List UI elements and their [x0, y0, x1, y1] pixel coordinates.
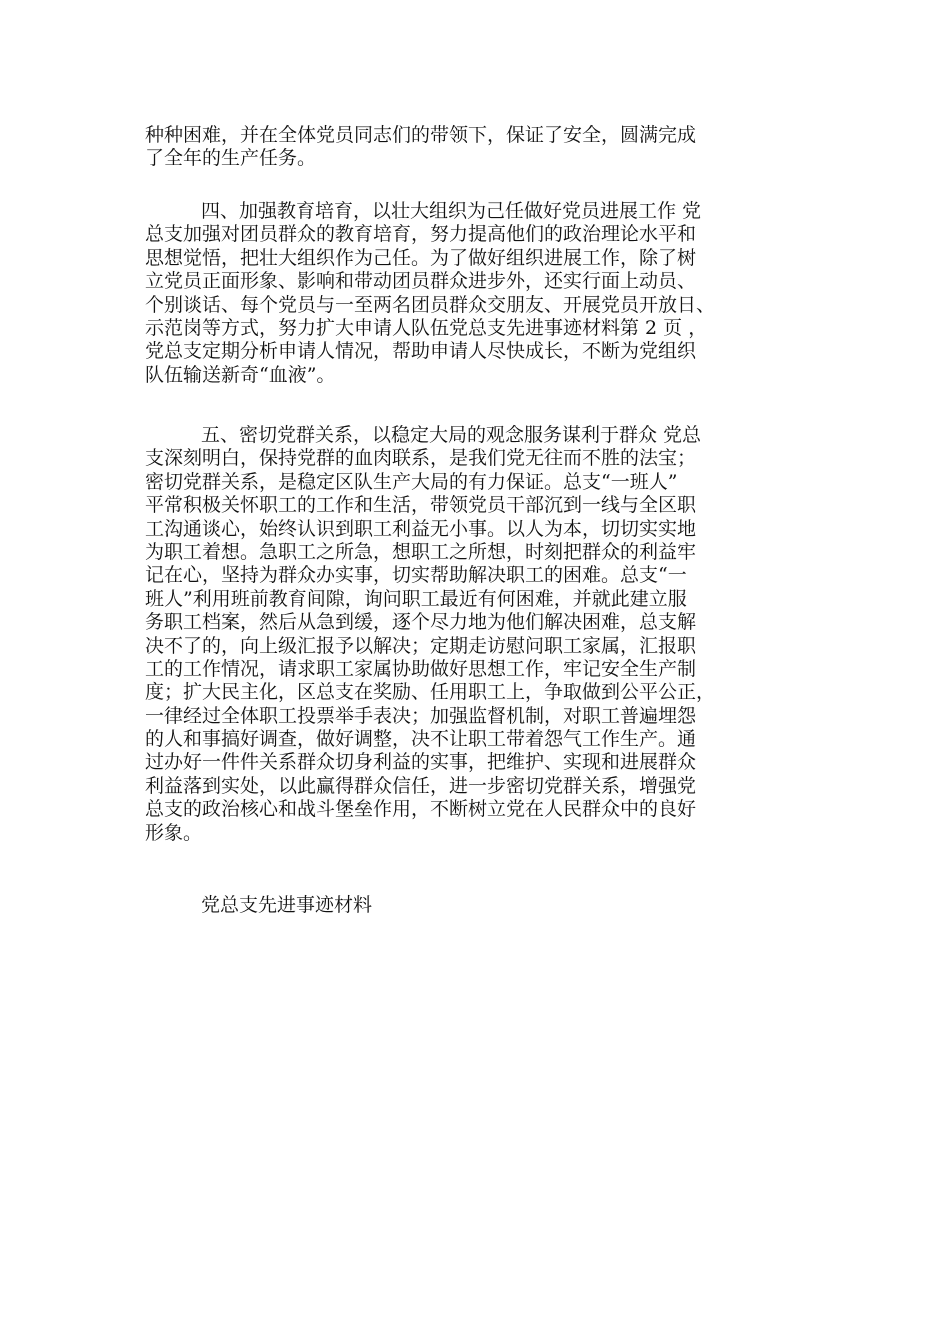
text-line: 示范岗等方式，努力扩大申请人队伍党总支先进事迹材料第 2 页 ， [145, 316, 708, 339]
text-line: 一律经过全体职工投票举手表决；加强监督机制，对职工普遍埋怨 [145, 704, 697, 727]
text-line: 工沟通谈心，始终认识到职工利益无小事。以人为本，切切实实地 [145, 517, 697, 540]
text-line: 工的工作情况，请求职工家属协助做好思想工作，牢记安全生产制 [145, 657, 697, 680]
text-line: 五、密切党群关系，以稳定大局的观念服务谋利于群众 党总 [201, 424, 702, 446]
text-line: 了全年的生产任务。 [145, 147, 317, 170]
text-line: 务职工档案，然后从急到缓，逐个尽力地为他们解决困难，总支解 [145, 611, 697, 634]
text-line: 密切党群关系，是稳定区队生产大局的有力保证。总支“一班人” [145, 470, 678, 493]
text-line: 四、加强教育培育，以壮大组织为己任做好党员进展工作 党 [201, 200, 702, 222]
text-line: 度；扩大民主化，区总支在奖励、任用职工上，争取做到公平公正， [145, 681, 716, 704]
text-line: 个别谈话、每个党员与一至两名团员群众交朋友、开展党员开放日、 [145, 293, 716, 316]
paragraph-continuation [145, 124, 835, 171]
text-line: 平常积极关怀职工的工作和生活，带领党员干部沉到一线与全区职 [145, 494, 697, 517]
closing-title [201, 894, 601, 917]
paragraph-section-five [145, 424, 835, 845]
text-line: 总支的政治核心和战斗堡垒作用，不断树立党在人民群众中的良好 [145, 798, 697, 821]
text-line: 过办好一件件关系群众切身利益的实事，把维护、实现和进展群众 [145, 751, 697, 774]
text-line: 的人和事搞好调查，做好调整，决不让职工带着怨气工作生产。通 [145, 728, 697, 751]
text-line: 利益落到实处，以此赢得群众信任，进一步密切党群关系，增强党 [145, 774, 697, 797]
text-line: 记在心，坚持为群众办实事，切实帮助解决职工的困难。总支“一 [145, 564, 687, 587]
text-line: 思想觉悟，把壮大组织作为己任。为了做好组织进展工作，除了树 [145, 246, 697, 269]
paragraph-section-four [145, 200, 835, 387]
text-line: 种种困难，并在全体党员同志们的带领下，保证了安全，圆满完成 [145, 124, 697, 146]
text-line: 班人”利用班前教育间隙，询问职工最近有何困难，并就此建立服 [145, 587, 687, 610]
text-line: 为职工着想。急职工之所急，想职工之所想，时刻把群众的利益牢 [145, 540, 697, 563]
text-line: 队伍输送新奇“血液”。 [145, 363, 336, 386]
text-line: 决不了的，向上级汇报予以解决；定期走访慰问职工家属，汇报职 [145, 634, 697, 657]
text-line: 总支加强对团员群众的教育培育，努力提高他们的政治理论水平和 [145, 223, 697, 246]
text-line: 立党员正面形象、影响和带动团员群众进步外，还实行面上动员、 [145, 270, 697, 293]
text-line: 党总支先进事迹材料 [201, 894, 373, 916]
text-line: 党总支定期分析申请人情况，帮助申请人尽快成长，不断为党组织 [145, 340, 697, 363]
text-line: 支深刻明白，保持党群的血肉联系，是我们党无往而不胜的法宝； [145, 447, 697, 470]
text-line: 形象。 [145, 821, 203, 844]
